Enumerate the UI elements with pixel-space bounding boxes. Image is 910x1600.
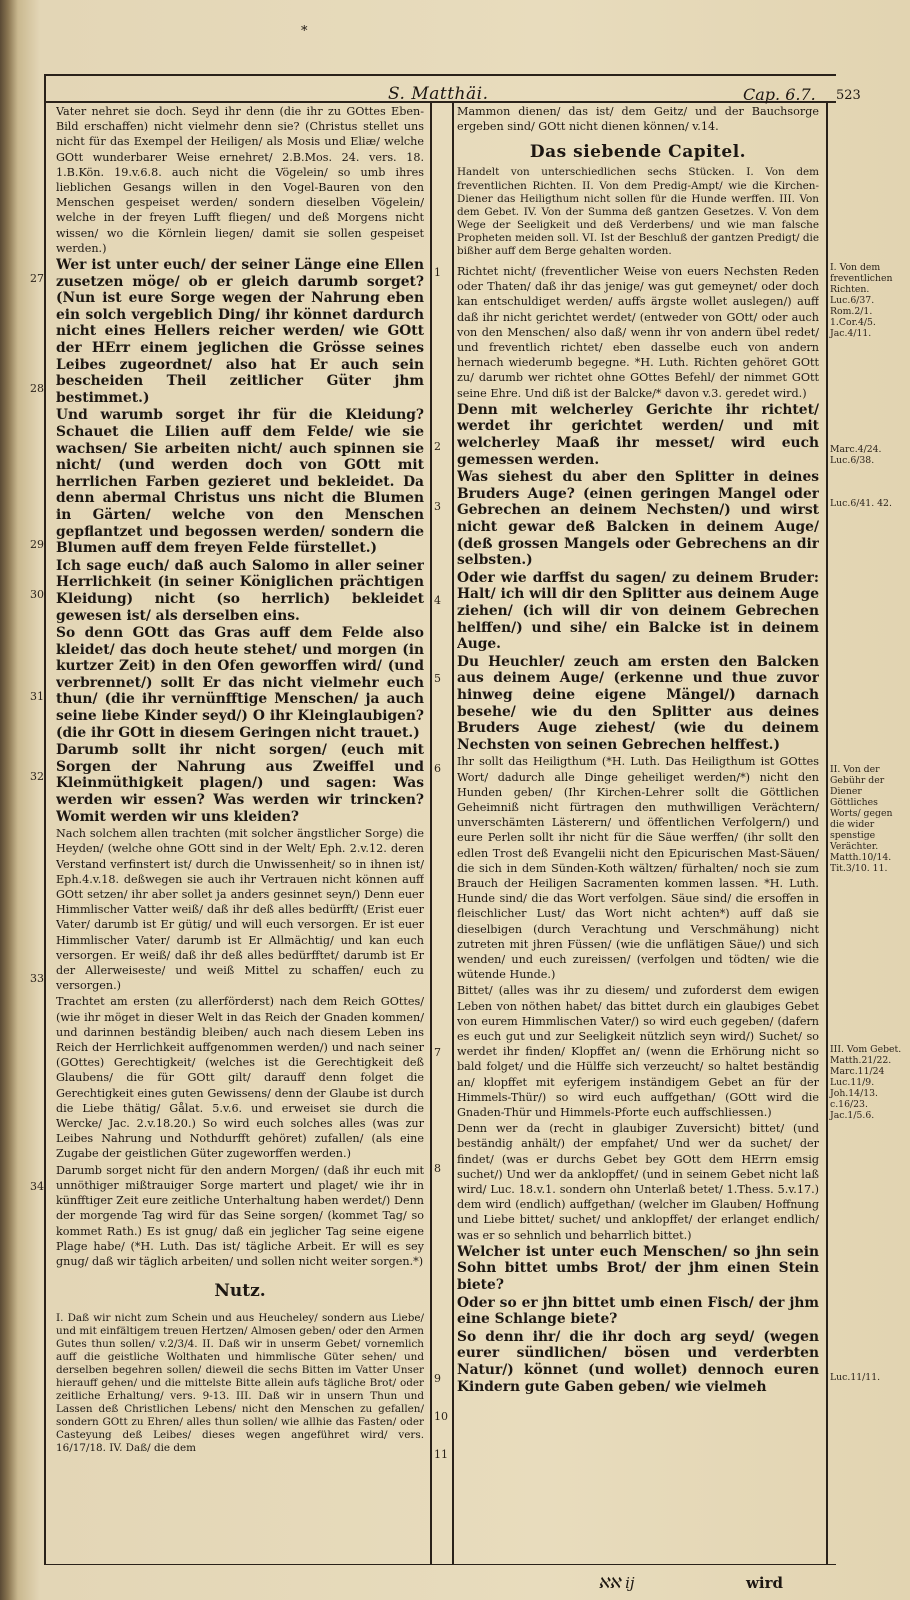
signature-mark: ℵℵ ij (598, 1574, 635, 1592)
verse-number: 34 (30, 1180, 44, 1193)
right-paragraph: Oder wie darffst du sagen/ zu deinem Bruder: Halt/ ich will dir den Splitter aus deinem Auge ziehen/ (ich will dir von deinem Gebrechen helffen/) und sihe/ ein Balcke ist in deinem Auge. (457, 569, 819, 653)
verse-number: 31 (30, 690, 44, 703)
right-paragraph: Ihr sollt das Heiligthum (*H. Luth. Das Heiligthum ist GOttes Wort/ dadurch alle Dinge geheiliget werden/*) nicht den Hunden geben/ (Ihr Kirchen-Lehrer sollt die Göttlichen Geheimniß nicht fürtragen den muthwilligen Verächtern/ unverschämten Lästerern/ und öffentlichen Verfolgern/) und eure Perlen sollt ihr nicht für die Säue werffen/ (ihr sollt den edlen Trost deß Evangelii nicht den Epicurischen Mast-Säuen/ die sich in dem Sünden-Koth wältzen/ fürhalten/ noch sie zum Brauch der Heiligen Sacramenten kommen lassen. *H. Luth. Hunde sind/ die das Wort verfolgen. Säue sind/ die ersoffen in fleischlicher Lust/ das Wort nicht achten*) auff daß sie dieselbigen (durch Verachtung und Verschmähung) nicht zutreten mit jhren Füssen/ (wie die unflätigen Säue/) und sich wenden/ und euch zureissen/ (verfolgen und tödten/ wie die wütende Hunde.) (457, 755, 819, 982)
nutz-text: I. Daß wir nicht zum Schein und aus Heucheley/ sondern aus Liebe/ und mit einfältigem treuen Hertzen/ Almosen geben/ oder den Armen Gutes thun sollen/ v.2/3/4. II. Daß wir in unserm Gebet/ vornemlich auff die geistliche Wolthaten und himmlische Güter sehen/ und derselben begehren sollen/ dieweil die sechs Bitten im Vatter Unser hierauff gehen/ und die mittelste Bitte allein aufs tägliche Brot/ oder zeitliche Erhaltung/ vers. 9-13. III. Daß wir in unsern Thun und Lassen deß Christlichen Lebens/ nicht den Menschen zu gefallen/ sondern GOtt zu Ehren/ alles thun sollen/ wie allhie das Fasten/ oder Casteyung deß Leibes/ dieses wegen angeführet wird/ vers. 16/17/18. IV. Daß/ die dem (56, 1311, 424, 1455)
verse-number: 8 (434, 1162, 441, 1175)
opening-text: Mammon dienen/ das ist/ dem Geitz/ und der Bauchsorge ergeben sind/ GOtt nicht dienen können/ v.14. (457, 105, 819, 134)
left-paragraph: Nach solchem allen trachten (mit solcher ängstlicher Sorge) die Heyden/ (welche ohne GOtt sind in der Welt/ Eph. 2.v.12. deren Verstand verfinstert ist/ durch die Unwissenheit/ so in ihnen ist/ Eph.4.v.18. deßwegen sie auch ihr Vertrauen nicht können auff GOtt setzen/ ihr aber sollet ja anders gesinnet seyn/) Denn euer Himmlischer Vatter weiß/ daß ihr deß alles bedürfft/ (Erist euer Vater/ darumb ist Er gütig/ und will euch versorgen. Er ist euer Himmlischer Vater/ darumb ist Er Allmächtig/ und kan euch versorgen. Er weiß/ daß ihr deß alles bedürfftet/ darumb ist Er der Allerweiseste/ und weiß Mittel zu schaffen/ euch zu versorgen.) (56, 827, 424, 993)
header-rule-top (44, 74, 836, 76)
right-paragraph: Welcher ist unter euch Menschen/ so jhn sein Sohn bittet umbs Brot/ der jhm einen Stein biete? (457, 1243, 819, 1294)
page-number: 523 (836, 88, 861, 103)
left-paragraph: Und warumb sorget ihr für die Kleidung? Schauet die Lilien auff dem Felde/ wie sie wachsen/ Sie arbeiten nicht/ auch spinnen sie nicht/ (und werden doch von GOtt mit herrlichen Farben gezieret und bekleidet. Da denn abermal Christus uns nicht die Blumen in Gärten/ welche von den Menschen gepflantzet und begossen werden/ sondern die Blumen auff dem freyen Felde fürstellet.) (56, 407, 424, 557)
chapter-heading: Das siebende Capitel. (529, 142, 747, 163)
verse-number: 11 (434, 1448, 448, 1461)
left-paragraph: Trachtet am ersten (zu allerförderst) nach dem Reich GOttes/ (wie ihr möget in dieser Welt in das Reich der Gnaden kommen/ und darinnen beständig bleiben/ auch nach diesem Leben ins Reich der Herrlichkeit auffgenommen werden/) und nach seiner (GOttes) Gerechtigkeit/ (welches ist die Gerechtigkeit deß Glaubens/ die für GOtt gilt/ darauff denn folget die Gerechtigkeit eines guten Gewissens/ denn der Glaube ist durch die Liebe thätig/ Gålat. 5.v.6. und erweiset sie durch die Wercke/ Jac. 2.v.18.20.) So wird euch solches alles (was zur Leibes Nahrung und Nothdurfft gehöret) zufallen/ (als eine Zugabe der geistlichen Güter zugeworffen werden.) (56, 995, 424, 1161)
right-rule (826, 101, 828, 1564)
left-paragraph: Ich sage euch/ daß auch Salomo in aller seiner Herrlichkeit (in seiner Königlichen prächtigen Kleidung) nicht (so herrlich) bekleidet gewesen ist/ als derselben eins. (56, 557, 424, 624)
left-paragraph: Darumb sorget nicht für den andern Morgen/ (daß ihr euch mit unnöthiger mißtrauiger Sorge martert und plaget/ wie ihr in künfftiger Zeit eure zeitliche Unterhaltung haben werdet/) Denn der morgende Tag wird für das Seine sorgen/ (kommet Tag/ so kommet Rath.) Es ist gnug/ daß ein jeglicher Tag seine eigene Plage habe/ (*H. Luth. Das ist/ tägliche Arbeit. Er will es sey gnug/ daß wir täglich arbeiten/ und sollen nicht weiter sorgen.*) (56, 1163, 424, 1268)
left-margin-rule (44, 74, 46, 1564)
right-paragraph: Oder so er jhn bittet umb einen Fisch/ der jhm eine Schlange biete? (457, 1294, 819, 1328)
catchword: wird (746, 1574, 784, 1592)
footer-rule (44, 1564, 836, 1565)
left-paragraph: Darumb sollt ihr nicht sorgen/ (euch mit Sorgen der Nahrung aus Zweiffel und Kleinmüthigkeit plagen/) und sagen: Was werden wir essen? Was werden wir trincken? Womit werden wir uns kleiden? (56, 742, 424, 825)
top-mark: * (301, 24, 308, 39)
running-title: S. Matthäi. (388, 84, 489, 104)
margin-note: I. Von dem freventlichen Richten. Luc.6/37. Rom.2/1. 1.Cor.4/5. Jac.4/11. (830, 262, 893, 339)
right-paragraph: Bittet/ (alles was ihr zu diesem/ und zuforderst dem ewigen Leben von nöthen habet/ das bittet durch ein glaubiges Gebet von eurem Himmlischen Vater/) so wird euch gegeben/ (dafern es euch gut und zur Seeligkeit nützlich seyn wird/) Suchet/ so werdet ihr finden/ Klopffet an/ (wenn die Erhörung nicht so bald folget/ und die Hülffe sich verzeucht/ so haltet beständig an/ klopffet mit eyferigem inständigem Gebet an für der Himmels-Thür/) so wird euch auffgethan/ (GOtt wird die Gnaden-Thür und Himmels-Pforte euch auffschliessen.) (457, 984, 819, 1120)
left-paragraph: Vater nehret sie doch. Seyd ihr denn (die ihr zu GOttes Eben-Bild erschaffen) nicht vielmehr denn sie? (Christus stellet uns nicht für das Exempel der Heiligen/ als Mosis und Eliæ/ welche GOtt wunderbarer Weise ernehret/ 2.B.Mos. 24. vers. 18. 1.B.Kön. 19.v.6.8. auch nicht die Vögelein/ so umb ihres lieblichen Gesangs willen in den Vogel-Bauren von den Menschen gespeiset werden/ sondern dieselben Vögelein/ welche in der freyen Lufft fliegen/ und deß Morgens nicht wissen/ wo die Körnlein liegen/ damit sie sollen gespeiset werden.) (56, 105, 424, 255)
right-paragraph: Was siehest du aber den Splitter in deines Bruders Auge? (einen geringen Mangel oder Gebrechen an deinem Nechsten/) und wirst nicht gewar deß Balcken in deinem Auge/ (deß grossen Mangels oder Gebrechens an dir selbsten.) (457, 469, 819, 569)
center-rule-a (430, 101, 432, 1564)
verse-number: 29 (30, 538, 44, 551)
right-paragraph: Denn wer da (recht in glaubiger Zuversicht) bittet/ (und beständig anhält/) der empfahet/ Und wer da suchet/ der findet/ (was er durchs Gebet bey GOtt dem HErrn emsig suchet/) Und wer da anklopffet/ (und in seinem Gebet nicht laß wird/ Luc. 18.v.1. sondern ohn Unterlaß betet/ 1.Thess. 5.v.17.) dem wird (endlich) auffgethan/ (welcher im Glauben/ Hoffnung und Liebe bittet/ suchet/ und anklopffet/ der erlanget endlich/ was er so sehnlich und beharrlich bittet.) (457, 1122, 819, 1242)
verse-number: 3 (434, 500, 441, 513)
chapter-summary: Handelt von unterschiedlichen sechs Stücken. I. Von dem freventlichen Richten. II. Von dem Predig-Ampt/ wie die Kirchen-Diener das Heiligthum nicht sollen für die Hunde werffen. III. Von dem Gebet. IV. Von der Summa deß gantzen Gesetzes. V. Von dem Wege der Seeligkeit und deß Verderbens/ und wie man falsche Propheten meiden soll. VI. Ist der Beschluß der gantzen Predigt/ die bißher auff dem Berge gehalten worden. (457, 166, 819, 257)
verse-number: 6 (434, 762, 441, 775)
nutz-heading: Nutz. (214, 1281, 266, 1302)
right-paragraph: So denn ihr/ die ihr doch arg seyd/ (wegen eurer sündlichen/ bösen und verderbten Natur/) könnet (und wollet) dennoch euren Kindern gute Gaben geben/ wie vielmeh (457, 1328, 819, 1395)
margin-note: Luc.6/41. 42. (830, 498, 892, 509)
verse-number: 33 (30, 972, 44, 985)
verse-number: 32 (30, 770, 44, 783)
center-rule-b (452, 101, 454, 1564)
right-column (457, 104, 819, 1504)
margin-note: II. Von der Gebühr der Diener Göttliches Worts/ gegen die wider spenstige Verächter. Matth.10/14. Tit.3/10. 11. (830, 764, 893, 874)
verse-number: 2 (434, 440, 441, 453)
verse-number: 5 (434, 672, 441, 685)
verse-number: 9 (434, 1372, 441, 1385)
verse-number: 1 (434, 266, 441, 279)
verse-number: 27 (30, 272, 44, 285)
left-column (56, 104, 424, 1504)
left-paragraph: Wer ist unter euch/ der seiner Länge eine Ellen zusetzen möge/ ob er gleich darumb sorget? (Nun ist eure Sorge wegen der Nahrung eben ein solch vergeblich Ding/ ihr könnet dardurch nicht eines Hellers reicher werden/ wie GOtt der HErr einem jeglichen die Grösse seines Leibes zugeordnet/ also hat Er auch sein bescheiden Theil zeitlicher Güter jhm bestimmet.) (56, 257, 424, 406)
right-paragraph: Denn mit welcherley Gerichte ihr richtet/ werdet ihr gerichtet werden/ und mit welcherley Maaß ihr messet/ wird euch gemessen werden. (457, 401, 819, 468)
margin-note: Marc.4/24. Luc.6/38. (830, 444, 882, 466)
right-paragraph: Du Heuchler/ zeuch am ersten den Balcken aus deinem Auge/ (erkenne und thue zuvor hinweg deine eigene Mängel/) darnach besehe/ wie du den Splitter aus deines Bruders Auge ziehest/ (wie du deinem Nechsten von seinen Gebrechen helffest.) (457, 653, 819, 753)
left-paragraph: So denn GOtt das Gras auff dem Felde also kleidet/ das doch heute stehet/ und morgen (in kurtzer Zeit) in den Ofen geworffen wird/ (und verbrennet/) sollt Er das nicht vielmehr euch thun/ (die ihr vernünfftige Menschen/ ja auch seine liebe Kinder seyd/) O ihr Kleinglaubigen? (die ihr GOtt in diesem Geringen nicht trauet.) (56, 625, 424, 741)
margin-note: III. Vom Gebet. Matth.21/22. Marc.11/24 Luc.11/9. Joh.14/13. c.16/23. Jac.1/5.6. (830, 1044, 902, 1121)
verse-number: 28 (30, 382, 44, 395)
verse-number: 7 (434, 1046, 441, 1059)
verse-number: 10 (434, 1410, 448, 1423)
right-paragraph: Richtet nicht/ (freventlicher Weise von euers Nechsten Reden oder Thaten/ daß ihr das jenige/ was gut gemeynet/ oder doch kan entschuldiget werden/ auffs ärgste wollet auslegen/) auff daß ihr nicht gerichtet werdet/ (entweder von GOtt/ oder auch von den Menschen/ also daß/ wenn ihr von andern übel redet/ und freventlich richtet/ eben dasselbe euch von andern hernach wiederumb begegne. *H. Luth. Richten gehöret GOtt zu/ darumb wer richtet ohne GOttes Befehl/ der nimmet GOtt seine Ehre. Und diß ist der Balcke/* davon v.3. geredet wird.) (457, 265, 819, 400)
chapter-label: Cap. 6.7. (743, 85, 816, 104)
margin-note: Luc.11/11. (830, 1372, 881, 1383)
verse-number: 4 (434, 594, 441, 607)
verse-number: 30 (30, 588, 44, 601)
